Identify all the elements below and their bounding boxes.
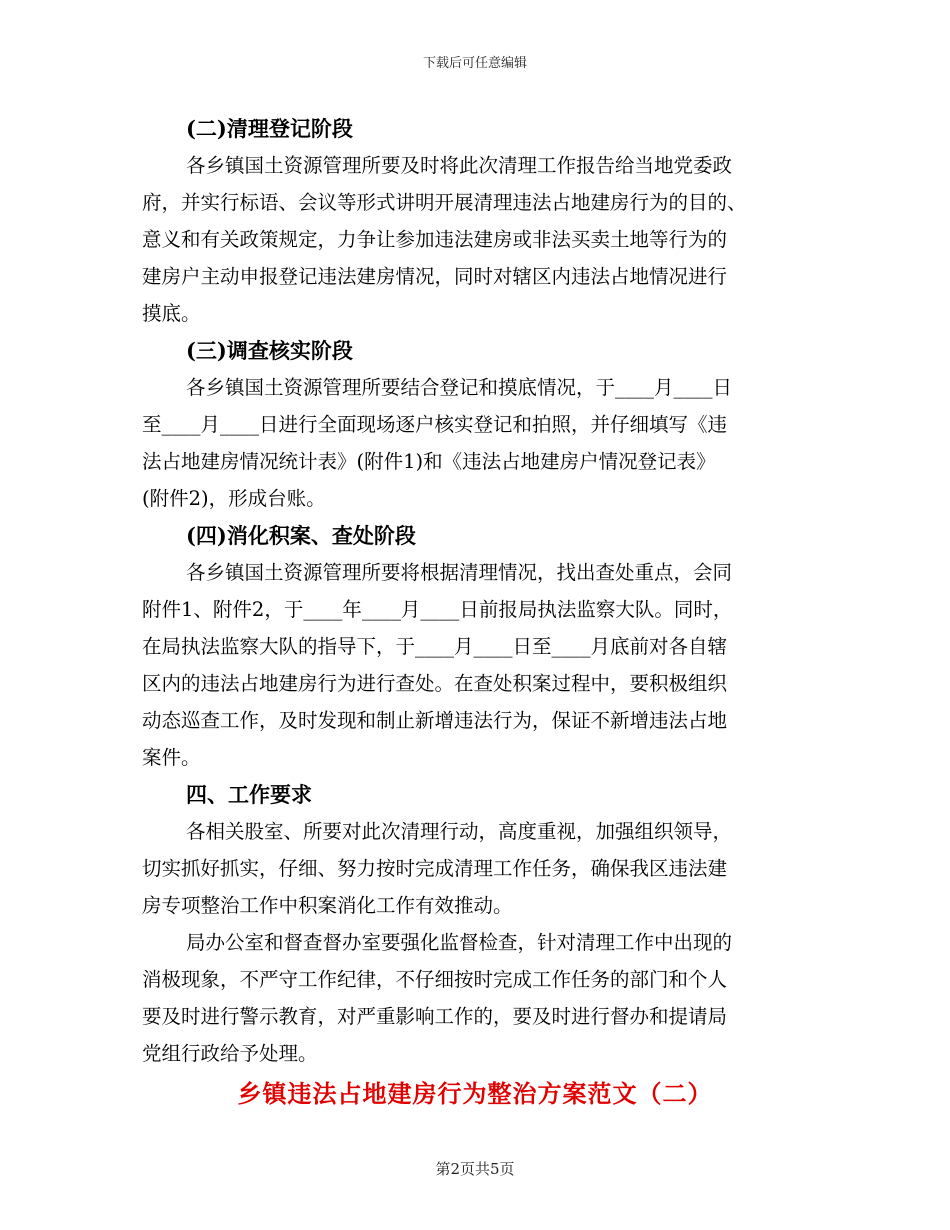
- text-line: 各乡镇国土资源管理所要将根据清理情况，找出查处重点，会同: [186, 561, 733, 584]
- text-line: 建房户主动申报登记违法建房情况，同时对辖区内违法占地情况进行: [142, 265, 728, 288]
- text-line: 动态巡查工作，及时发现和制止新增违法行为，保证不新增违法占地: [142, 709, 728, 732]
- document-title: 乡镇违法占地建房行为整治方案范文（二）: [237, 1079, 713, 1108]
- text-line: 意义和有关政策规定，力争让参加违法建房或非法买卖土地等行为的: [142, 228, 728, 251]
- text-line: 各相关股室、所要对此次清理行动，高度重视，加强组织领导，: [186, 820, 733, 843]
- text-line: 切实抓好抓实，仔细、努力按时完成清理工作任务，确保我区违法建: [142, 857, 728, 880]
- text-line: 消极现象，不严守工作纪律，不仔细按时完成工作任务的部门和个人: [142, 968, 728, 991]
- text-line: 各乡镇国土资源管理所要结合登记和摸底情况，于____月____日: [186, 376, 733, 399]
- text-line: 至____月____日进行全面现场逐户核实登记和拍照，并仔细填写《违: [142, 413, 728, 436]
- document-body: [142, 110, 812, 1072]
- text-line: 区内的违法占地建房行为进行查处。在查处积案过程中，要积极组织: [142, 672, 728, 695]
- text-line: 案件。: [142, 746, 201, 769]
- text-line: 房专项整治工作中积案消化工作有效推动。: [142, 894, 513, 917]
- paragraph: [142, 554, 812, 776]
- section-heading: (二)清理登记阶段: [186, 116, 353, 141]
- text-line: 摸底。: [142, 302, 201, 325]
- text-line: (附件2)，形成台账。: [142, 487, 326, 510]
- text-line: 在局执法监察大队的指导下，于____月____日至____月底前对各自辖: [142, 635, 728, 658]
- paragraph: [142, 369, 812, 517]
- text-line: 各乡镇国土资源管理所要及时将此次清理工作报告给当地党委政: [186, 154, 733, 177]
- text-line: 局办公室和督查督办室要强化监督检查，针对清理工作中出现的: [186, 931, 733, 954]
- text-line: 要及时进行警示教育，对严重影响工作的，要及时进行督办和提请局: [142, 1005, 728, 1028]
- section-heading: 四、工作要求: [186, 782, 312, 807]
- page-header: 下载后可任意编辑: [422, 56, 527, 71]
- text-line: 法占地建房情况统计表》(附件1)和《违法占地建房户情况登记表》: [142, 450, 716, 473]
- paragraph: [142, 813, 812, 924]
- section-heading: (三)调查核实阶段: [186, 338, 353, 363]
- text-line: 附件1、附件2，于____年____月____日前报局执法监察大队。同时，: [142, 598, 733, 621]
- paragraph: [142, 147, 812, 332]
- text-line: 党组行政给予处理。: [142, 1042, 318, 1065]
- text-line: 府，并实行标语、会议等形式讲明开展清理违法占地建房行为的目的、: [142, 191, 747, 214]
- section-heading: (四)消化积案、查处阶段: [186, 523, 416, 548]
- paragraph: [142, 924, 812, 1072]
- page-number: 第2页共5页: [435, 1160, 515, 1178]
